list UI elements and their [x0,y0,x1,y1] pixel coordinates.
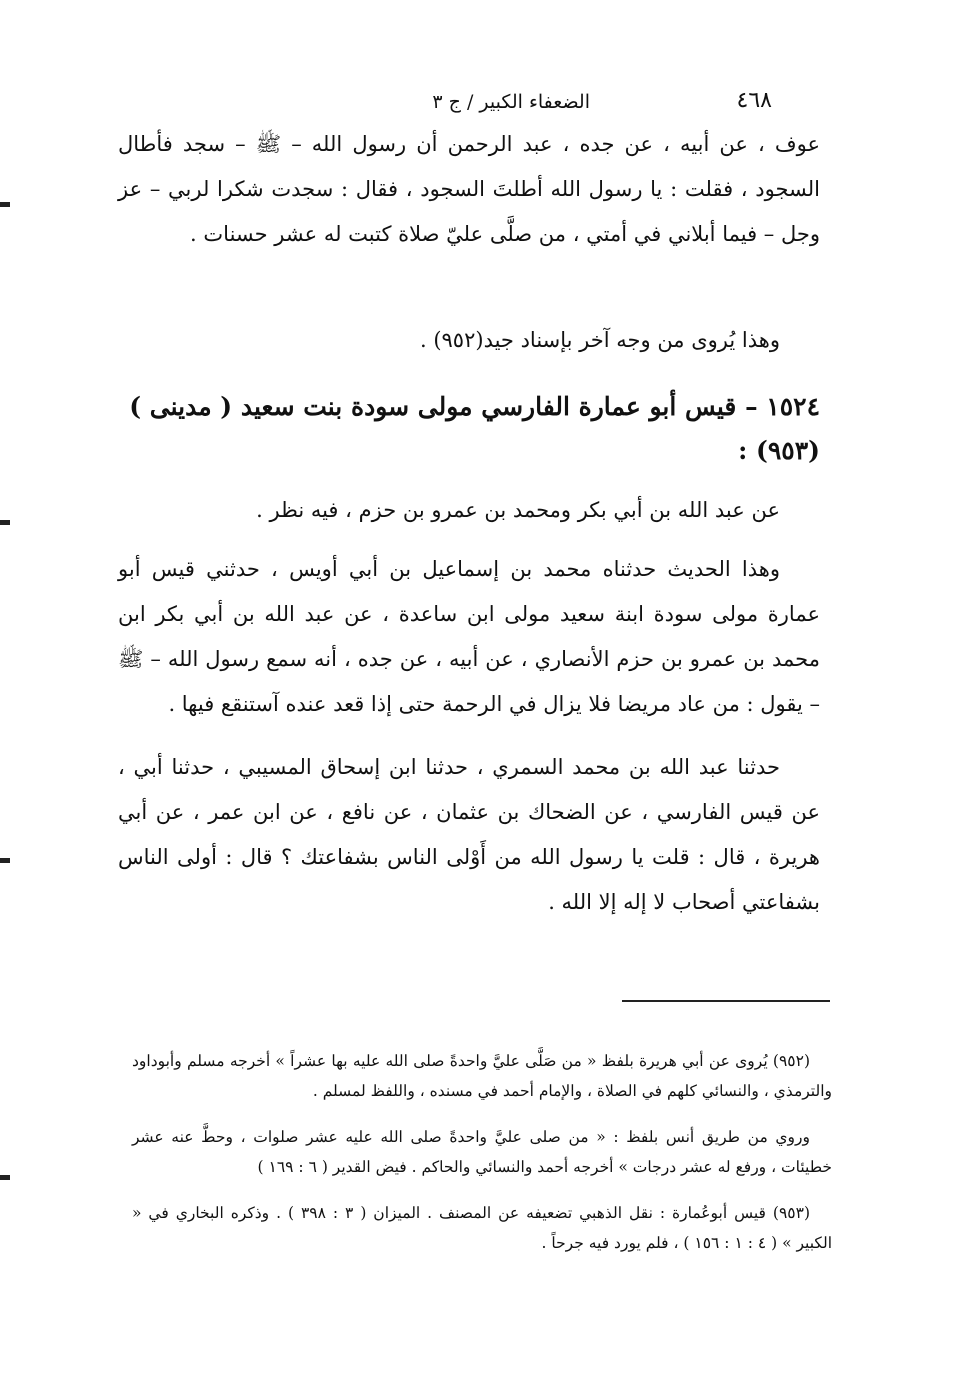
footnote-separator [622,1000,830,1002]
entry-paragraph-3: حدثنا عبد الله بن محمد السمري ، حدثنا ابن إسحاق المسيبي ، حدثنا أبي ، عن قيس الفارسي ، عن الضحاك بن عثمان ، عن نافع ، عن ابن عمر ، عن أبي هريرة ، قال : قلت يا رسول الله من أَوْلى الناس بشفاعتك ؟ قال : أولى الناس بشفاعتي أصحاب لا إله إلا الله . [118,755,820,914]
scan-edge-mark [0,858,10,863]
entry-body [118,488,820,925]
scan-edge-mark [0,520,10,525]
page-number: ٤٦٨ [736,88,772,113]
entry-paragraph-2: وهذا الحديث حدثناه محمد بن إسماعيل بن أبي أويس ، حدثني قيس أبو عمارة مولى سودة ابنة سعيد مولى ابن ساعدة ، عن عبد الله بن أبي بكر ابن محمد بن عمرو بن حزم الأنصاري ، عن أبيه ، عن جده ، أنه سمع رسول الله – ﷺ – يقول : من عاد مريضا فلا يزال في الرحمة حتى إذا قعد عنده آستنقع فيها . [118,557,820,716]
footnote-952: (٩٥٢) يُروى عن أبي هريرة بلفظ « من صَلَّى عليَّ واحدةً صلى الله عليه بها عشراً » أخرجه مسلم وأبوداود والترمذي ، والنسائي كلهم في الصلاة ، والإمام أحمد في مسنده ، واللفظ لمسلم . [132,1052,832,1100]
scan-edge-mark [0,202,10,207]
continuation-paragraph [118,122,820,257]
footnotes [132,1046,832,1274]
note-paragraph [118,318,820,363]
entry-heading: ١٥٢٤ – قيس أبو عمارة الفارسي مولى سودة بنت سعيد ( مدينى )(٩٥٣) : [129,392,820,465]
running-title: الضعفاء الكبير / ج ٣ [432,91,590,113]
scan-edge-mark [0,1175,10,1180]
continuation-text: عوف ، عن أبيه ، عن جده ، عبد الرحمن أن رسول الله – ﷺ – سجد فأطال السجود ، فقلت : يا رسول الله أطلتَ السجود ، فقال : سجدت شكرا لربي – عز وجل – فيما أبلاني في أمتي ، من صلَّى عليّ صلاة كتبت له عشر حسنات . [118,132,820,246]
footnote-952-continued: وروي من طريق أنس بلفظ : « من صلى عليَّ واحدةً صلى الله عليه عشر صلوات ، وحطَّ عنه عشر خطيئات ، ورفع له عشر درجات » أخرجه أحمد والنسائي والحاكم . فيض القدير ( ٦ : ١٦٩ ) [132,1128,832,1176]
page-header [360,88,780,122]
entry-paragraph-1: عن عبد الله بن أبي بكر ومحمد بن عمرو بن حزم ، فيه نظر . [256,498,780,522]
note-text: وهذا يُروى من وجه آخر بإسناد جيد(٩٥٢) . [419,328,780,352]
footnote-953: (٩٥٣) قيس أبوعُمارة : نقل الذهبي تضعيفه عن المصنف . الميزان ( ٣ : ٣٩٨ ) . وذكره البخاري في « الكبير » ( ٤ : ١ : ١٥٦ ) ، فلم يورد فيه جرحاً . [132,1204,832,1252]
